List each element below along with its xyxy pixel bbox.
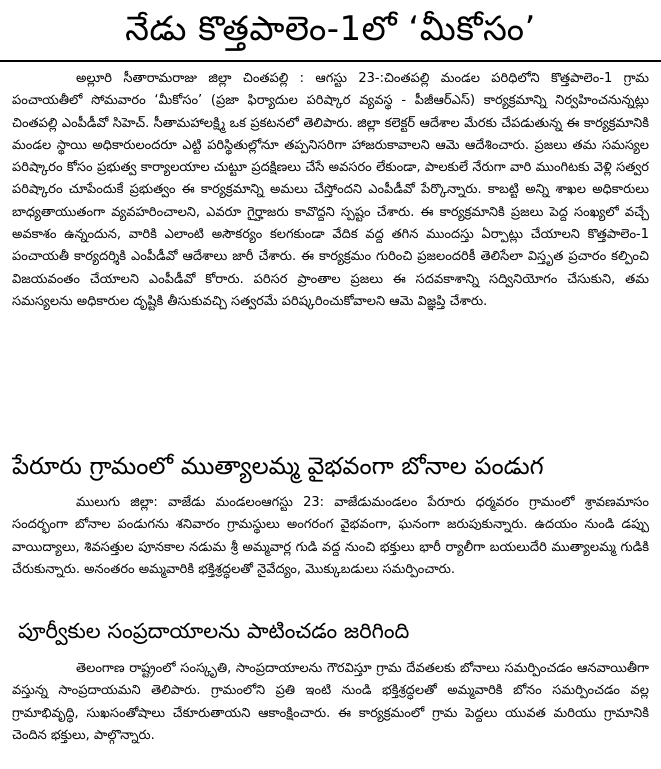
story2-subheading: పూర్వీకుల సంప్రదాయాలను పాటించడం జరిగింది [18,619,410,643]
story1-headline: నేడు కొత్తపాలెం-1లో ‘మీకోసం’ [125,9,536,49]
headline-divider [0,60,661,62]
story2-body: ములుగు జిల్లా: వాజేడు మండలంఆగస్టు 23: వాజేడుమండలం పేరూరు ధర్మవరం గ్రామంలో శ్రావణమాసం సందర్భంగా బోనాల పండుగను శనివారం గ్రామస్థులు అంగరంగ వైభవంగా, ఘనంగా జరుపుకున్నారు. ఉదయం నుండి డప్పు వాయిద్యాలు, శివసత్తుల పూనకాల నడుమ శ్రీ అమ్మవార్ల గుడి వద్ద నుంచి భక్తులు భారీ ర్యాలీగా బయలుదేరి ముత్యాలమ్మ గుడికి చేరుకున్నారు. అనంతరం అమ్మవారికి భక్తిశ్రద్ధలతో నైవేద్యం, మొక్కుబడులు సమర్పించారు. [12,495,649,577]
story1-body: అల్లూరి సీతారామరాజు జిల్లా చింతపల్లి : ఆగస్టు 23-:చింతపల్లి మండల పరిధిలోని కొత్తపాలెం-1 గ్రామ పంచాయతీలో సోమవారం ‘మీకోసం’ (ప్రజా ఫిర్యాదుల పరిష్కార వ్యవస్థ - పీజీఆర్ఎస్) కార్యక్రమాన్ని నిర్వహించనున్నట్లు చింతపల్లి ఎంపీడీవో సిహెచ్. సీతామహాలక్ష్మి ఒక ప్రకటనలో తెలిపారు. జిల్లా కలెక్టర్ ఆదేశాల మేరకు చేపడుతున్న ఈ కార్యక్రమానికి మండల స్థాయి అధికారులందరూ ఎట్టి పరిస్థితుల్లోనూ తప్పనిసరిగా హాజరుకావాలని ఆమె ఆదేశించారు. ప్రజలు తమ సమస్యల పరిష్కారం కోసం ప్రభుత్వ కార్యాలయాల చుట్టూ ప్రదక్షిణలు చేసే అవసరం లేకుండా, పాలకులే నేరుగా వారి ముంగిటకు వెళ్లి సత్వర పరిష్కారం చూపేందుకే ప్రభుత్వం ఈ కార్యక్రమాన్ని అమలు చేస్తోందని ఎంపీడీవో పేర్కొన్నారు. కాబట్టి అన్ని శాఖల అధికారులు బాధ్యతాయుతంగా వ్యవహరించాలని, ఎవరూ గైర్హాజరు కావొద్దని స్పష్టం చేశారు. ఈ కార్యక్రమానికి ప్రజలు పెద్ద సంఖ్యలో వచ్చే అవకాశం ఉన్నందున, వారికి ఎలాంటి అసౌకర్యం కలగకుండా వేదిక వద్ద తగిన ముందస్తు ఏర్పాట్లు చేయాలని కొత్తపాలెం-1 పంచాయతీ కార్యదర్శికి ఎంపీడీవో ఆదేశాలు జారీ చేశారు. ఈ కార్యక్రమం గురించి ప్రజలందరికీ తెలిసేలా విస్తృత ప్రచారం కల్పించి విజయవంతం చేయాలని ఎంపీడీవో కోరారు. పరిసర ప్రాంతాల ప్రజలు ఈ సదవకాశాన్ని సద్వినియోగం చేసుకుని, తమ సమస్యలను అధికారుల దృష్టికి తీసుకువచ్చి సత్వరమే పరిష్కరించుకోవాలని ఆమె విజ్ఞప్తి చేశారు. [12,71,649,309]
story2-headline: పేరూరు గ్రామంలో ముత్యాలమ్మ వైభవంగా బోనాల పండుగ [12,452,544,480]
story2-body-continued: తెలంగాణ రాష్ట్రంలో సంస్కృతి, సాంప్రదాయాలను గౌరవిస్తూ గ్రామ దేవతలకు బోనాలు సమర్పించడం ఆనవాయితీగా వస్తున్న సాంప్రదాయమని తెలిపారు. గ్రామంలోని ప్రతి ఇంటి నుండి భక్తిశ్రద్ధలతో అమ్మవారికి బోనం సమర్పించడం వల్ల గ్రామాభివృద్ధి, సుఖసంతోషాలు చేకూరుతాయని ఆకాంక్షించారు. ఈ కార్యక్రమంలో గ్రామ పెద్దలు యువత మరియు గ్రామానికి చెందిన భక్తులు, పాల్గొన్నారు. [12,661,649,743]
